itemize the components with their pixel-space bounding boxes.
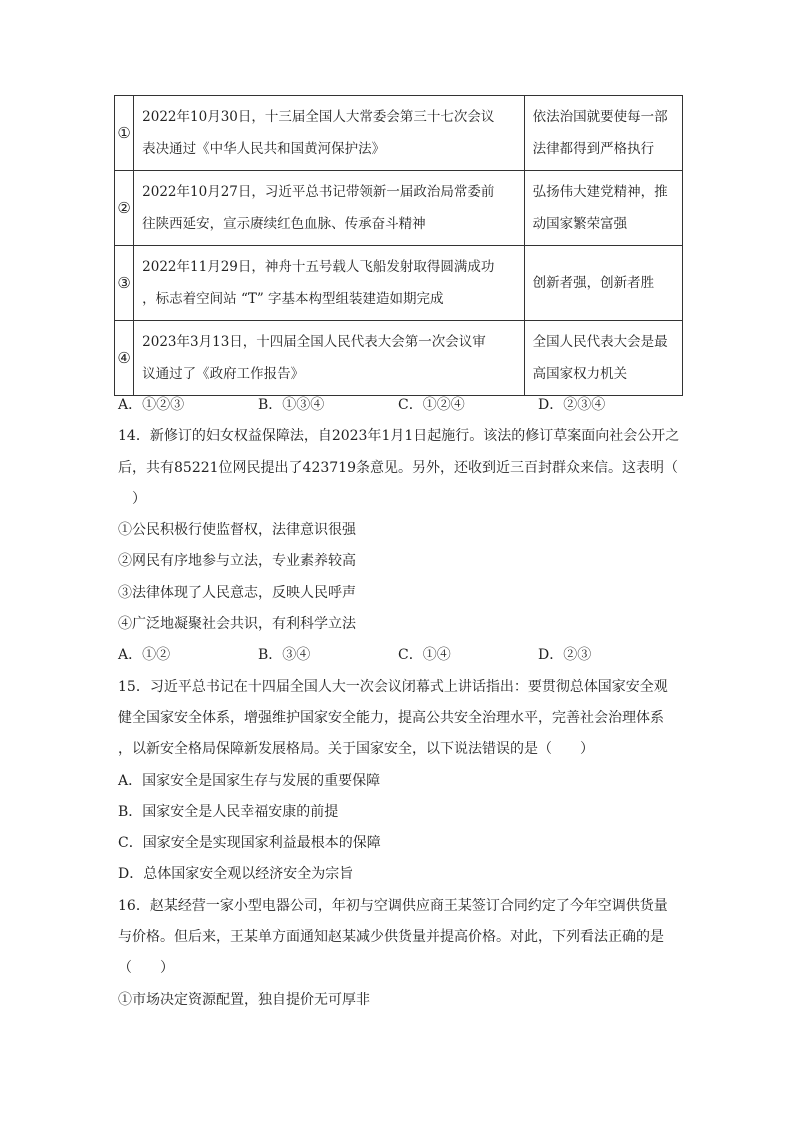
- event-cell: [134, 321, 524, 396]
- q14-stem-line: 后，共有85221位网民提出了423719条意见。另外，还收到近三百封群众来信。这表明（: [118, 459, 678, 476]
- option-d: D．②③④: [538, 397, 606, 413]
- row-number: ②: [115, 171, 134, 246]
- option-b: B．①③④: [258, 397, 325, 413]
- q14-item: ②网民有序地参与立法，专业素养较高: [118, 553, 356, 570]
- q14-options: [118, 640, 680, 671]
- event-cell: [134, 96, 524, 171]
- event-line: 2022年10月30日，十三届全国人大常委会第三十七次会议: [142, 109, 495, 125]
- option-d: D．②③: [538, 647, 592, 664]
- q15-choice-b: B．国家安全是人民幸福安康的前提: [118, 803, 339, 820]
- event-line: 2022年11月29日，神舟十五号载人飞船发射取得圆满成功: [142, 259, 495, 275]
- meaning-line: 法律都得到严格执行: [532, 141, 655, 157]
- table-row: [115, 171, 683, 246]
- meaning-line: 高国家权力机关: [532, 366, 628, 382]
- event-line: 往陕西延安，宣示赓续红色血脉、传承奋斗精神: [142, 216, 426, 232]
- row-number: ①: [115, 96, 134, 171]
- q15-stem-line: ，以新安全格局保障新发展格局。关于国家安全，以下说法错误的是（ ）: [118, 741, 594, 758]
- meaning-line: 全国人民代表大会是最: [532, 334, 668, 350]
- event-cell: [134, 246, 524, 321]
- q16-item: ①市场决定资源配置，独自提价无可厚非: [118, 991, 370, 1008]
- q14-item: ④广泛地凝聚社会共识，有利科学立法: [118, 616, 356, 633]
- q13-options: [118, 390, 680, 421]
- meaning-line: 依法治国就要使每一部: [532, 109, 668, 125]
- meaning-cell: [524, 96, 682, 171]
- q15-choice-c: C．国家安全是实现国家利益最根本的保障: [118, 835, 381, 852]
- q14-item: ③法律体现了人民意志，反映人民呼声: [118, 584, 356, 601]
- q16-stem-line: 与价格。但后来，王某单方面通知赵某减少供货量并提高价格。对此，下列看法正确的是: [118, 929, 664, 946]
- q15-choice-d: D．总体国家安全观以经济安全为宗旨: [118, 866, 354, 883]
- questions-body: [118, 390, 680, 1016]
- table-row: [115, 321, 683, 396]
- table-row: [115, 246, 683, 321]
- events-table: [114, 95, 683, 396]
- option-c: C．①②④: [398, 397, 465, 413]
- q16-stem-line: （ ）: [118, 960, 174, 977]
- q15-choice-a: A．国家安全是国家生存与发展的重要保障: [118, 772, 381, 789]
- q15-stem-line: 健全国家安全体系，增强维护国家安全能力，提高公共安全治理水平，完善社会治理体系: [118, 709, 664, 726]
- event-cell: [134, 171, 524, 246]
- event-line: 表决通过《中华人民共和国黄河保护法》: [142, 141, 386, 157]
- meaning-line: 动国家繁荣富强: [532, 216, 628, 232]
- option-a: A．①②: [118, 647, 171, 664]
- option-b: B．③④: [258, 647, 311, 664]
- q15-stem-line: 15．习近平总书记在十四届全国人大一次会议闭幕式上讲话指出：要贯彻总体国家安全观: [118, 678, 668, 695]
- meaning-cell: [524, 171, 682, 246]
- option-c: C．①④: [398, 647, 451, 664]
- meaning-line: 弘扬伟大建党精神，推: [532, 184, 668, 200]
- event-line: 议通过了《政府工作报告》: [142, 366, 305, 382]
- event-line: 2023年3月13日，十四届全国人民代表大会第一次会议审: [142, 334, 486, 350]
- meaning-line: 创新者强，创新者胜: [532, 275, 655, 291]
- q14-stem-line: 14．新修订的妇女权益保障法，自2023年1月1日起施行。该法的修订草案面向社会公开之: [118, 428, 680, 445]
- meaning-cell: [524, 246, 682, 321]
- table-row: [115, 96, 683, 171]
- meaning-cell: [524, 321, 682, 396]
- option-a: A．①②③: [118, 397, 185, 413]
- event-line: 2022年10月27日，习近平总书记带领新一届政治局常委前: [142, 184, 495, 200]
- row-number: ③: [115, 246, 134, 321]
- row-number: ④: [115, 321, 134, 396]
- event-line: ，标志着空间站 “T” 字基本构型组装建造如期完成: [142, 291, 444, 307]
- q14-item: ①公民积极行使监督权，法律意识很强: [118, 522, 356, 539]
- q16-stem-line: 16．赵某经营一家小型电器公司，年初与空调供应商王某签订合同约定了今年空调供货量: [118, 897, 668, 914]
- q14-stem-line: ）: [118, 490, 146, 507]
